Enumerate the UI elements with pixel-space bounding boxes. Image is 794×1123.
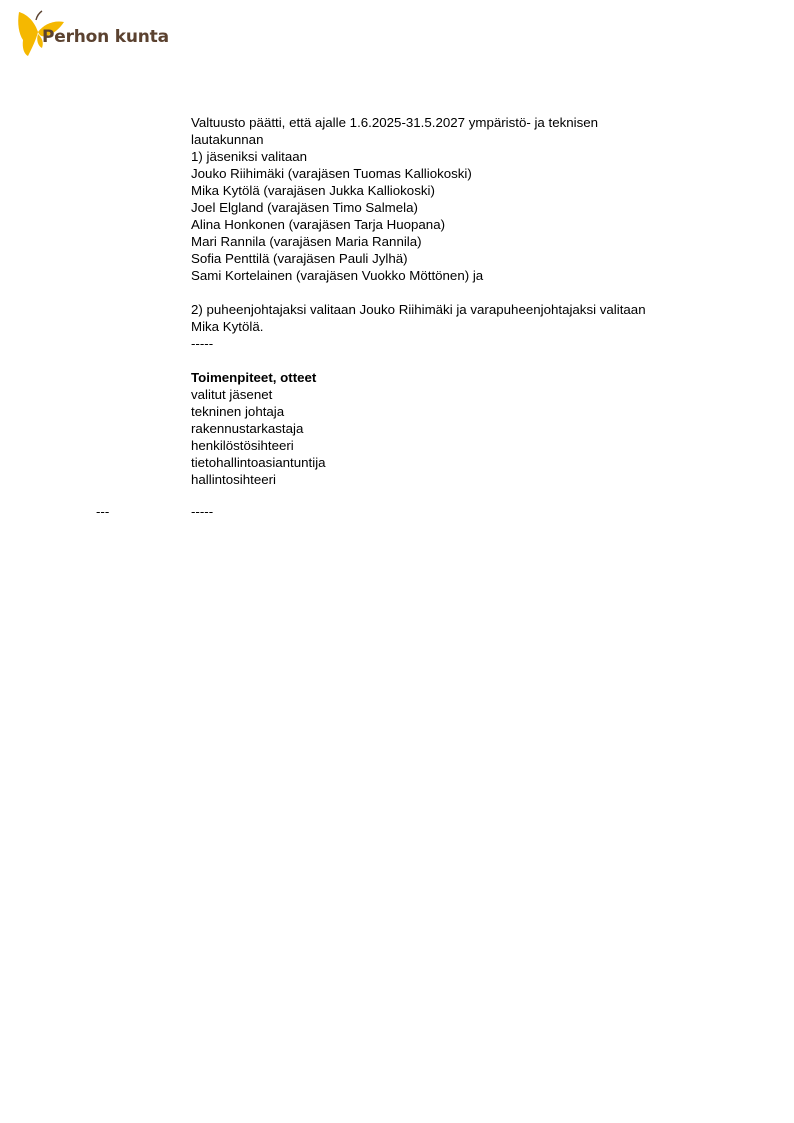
member-line: Mari Rannila (varajäsen Maria Rannila) xyxy=(191,234,422,249)
chair-line-2: Mika Kytölä. xyxy=(191,319,264,334)
chair-line-1: 2) puheenjohtajaksi valitaan Jouko Riihimäki ja varapuheenjohtajaksi valitaan xyxy=(191,302,646,317)
decision-intro-line-2: lautakunnan xyxy=(191,132,264,147)
actions-heading: Toimenpiteet, otteet xyxy=(191,370,317,385)
member-line: Alina Honkonen (varajäsen Tarja Huopana) xyxy=(191,217,446,232)
blank-line xyxy=(191,352,731,369)
member-line: Joel Elgland (varajäsen Timo Salmela) xyxy=(191,200,418,215)
recipient-line: rakennustarkastaja xyxy=(191,421,304,436)
member-line: Sami Kortelainen (varajäsen Vuokko Möttönen) ja xyxy=(191,268,484,283)
section-separator: ----- xyxy=(191,336,214,351)
footer-right-marker: ----- xyxy=(191,504,214,519)
member-line: Mika Kytölä (varajäsen Jukka Kalliokoski) xyxy=(191,183,435,198)
decision-intro-line-1: Valtuusto päätti, että ajalle 1.6.2025-31.5.2027 ympäristö- ja teknisen xyxy=(191,115,599,130)
member-line: Jouko Riihimäki (varajäsen Tuomas Kalliokoski) xyxy=(191,166,472,181)
blank-line xyxy=(191,284,731,301)
document-body xyxy=(191,114,731,488)
recipient-line: tekninen johtaja xyxy=(191,404,285,419)
footer-left-marker: --- xyxy=(96,504,110,519)
recipient-line: henkilöstösihteeri xyxy=(191,438,294,453)
recipient-line: hallintosihteeri xyxy=(191,472,277,487)
recipient-line: valitut jäsenet xyxy=(191,387,273,402)
logo-text: Perhon kunta xyxy=(42,27,169,47)
members-heading: 1) jäseniksi valitaan xyxy=(191,149,308,164)
member-line: Sofia Penttilä (varajäsen Pauli Jylhä) xyxy=(191,251,408,266)
recipient-line: tietohallintoasiantuntija xyxy=(191,455,326,470)
